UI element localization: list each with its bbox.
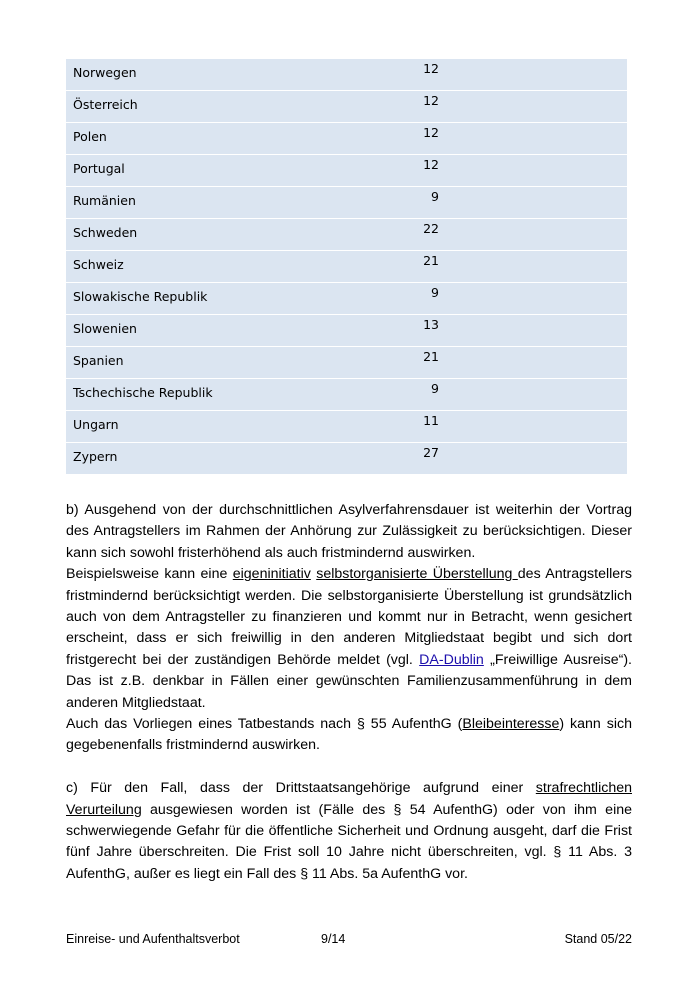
table-row xyxy=(66,411,627,443)
country-value: 9 xyxy=(431,381,439,396)
country-name: Portugal xyxy=(73,161,125,176)
underlined-eigeninitiativ: eigeninitiativ xyxy=(232,566,311,583)
paragraph-b: b) Ausgehend von der durchschnittlichen Asylverfahrensdauer ist weiterhin der Vortrag des Antragstellers im Rahmen der Anhörung zur Zulässigkeit zu berücksichtigen. Dieser kann sich sowohl fristerhöhend als auch fristmindernd auswirken. xyxy=(66,502,632,561)
underlined-selbstorganisierte: selbstorganisierte Überstellung xyxy=(316,566,518,583)
table-row xyxy=(66,219,627,251)
page-number: 9/14 xyxy=(321,932,346,946)
table-row xyxy=(66,155,627,187)
country-name: Schweiz xyxy=(73,257,124,272)
country-name: Slowakische Republik xyxy=(73,289,208,304)
table-row xyxy=(66,251,627,283)
country-value: 21 xyxy=(423,349,439,364)
table-row xyxy=(66,379,627,411)
paragraph-example: Beispielsweise kann eine eigeninitiativ selbstorganisierte Überstellung des Antragstellers fristmindernd berücksichtigt werden. Die selbstorganisierte Überstellung ist grundsätzlich auch von dem Antragsteller zu finanzieren und kommt nur in Betracht, wenn gesichert erscheint, dass er sich freiwillig in den anderen Mitgliedstaat begibt und sich dort fristgerecht bei der zuständigen Behörde meldet (vgl. DA-Dublin „Freiwillige Ausreise“). Das ist z.B. denkbar in Fällen einer gewünschten Familienzusammenführung in dem anderen Mitgliedstaat. xyxy=(66,566,633,711)
table-row xyxy=(66,123,627,155)
country-name: Schweden xyxy=(73,225,138,240)
footer-title: Einreise- und Aufenthaltsverbot xyxy=(66,932,240,946)
footer-date: Stand 05/22 xyxy=(564,932,632,946)
country-value: 13 xyxy=(423,317,439,332)
country-value: 11 xyxy=(423,413,439,428)
country-name: Polen xyxy=(73,129,107,144)
country-name: Slowenien xyxy=(73,321,137,336)
body-text xyxy=(66,500,632,885)
paragraph-bleibeinteresse: Auch das Vorliegen eines Tatbestands nach § 55 AufenthG (Bleibeinteresse) kann sich gegebenenfalls fristmindernd auswirken. xyxy=(66,716,632,754)
table-row xyxy=(66,443,627,475)
table-row xyxy=(66,187,627,219)
country-name: Norwegen xyxy=(73,65,137,80)
country-name: Tschechische Republik xyxy=(73,385,213,400)
underlined-strafrechtlich: strafrechtlichen Verurteilung xyxy=(66,780,632,818)
underlined-bleibeinteresse: Bleibeinteresse xyxy=(462,716,560,733)
country-value: 12 xyxy=(423,93,439,108)
country-value: 9 xyxy=(431,285,439,300)
country-value: 12 xyxy=(423,157,439,172)
table-row xyxy=(66,91,627,123)
country-value: 9 xyxy=(431,189,439,204)
country-name: Spanien xyxy=(73,353,124,368)
country-value: 12 xyxy=(423,125,439,140)
table-row xyxy=(66,315,627,347)
country-name: Österreich xyxy=(73,97,138,112)
country-table xyxy=(66,59,627,475)
country-value: 12 xyxy=(423,61,439,76)
country-name: Rumänien xyxy=(73,193,136,208)
table-row xyxy=(66,283,627,315)
table-row xyxy=(66,347,627,379)
da-dublin-link[interactable]: DA-Dublin xyxy=(419,651,484,668)
paragraph-c: c) Für den Fall, dass der Drittstaatsangehörige aufgrund einer strafrechtlichen Verurteilung ausgewiesen worden ist (Fälle des § 54 AufenthG) oder von ihm eine schwerwiegende Gefahr für die öffentliche Sicherheit und Ordnung ausgeht, darf die Frist fünf Jahre überschreiten. Die Frist soll 10 Jahre nicht überschreiten, vgl. § 11 Abs. 3 AufenthG, außer es liegt ein Fall des § 11 Abs. 5a AufenthG vor. xyxy=(66,780,632,882)
country-value: 22 xyxy=(423,221,439,236)
country-value: 27 xyxy=(423,445,439,460)
country-value: 21 xyxy=(423,253,439,268)
country-name: Zypern xyxy=(73,449,118,464)
table-row xyxy=(66,59,627,91)
country-name: Ungarn xyxy=(73,417,119,432)
